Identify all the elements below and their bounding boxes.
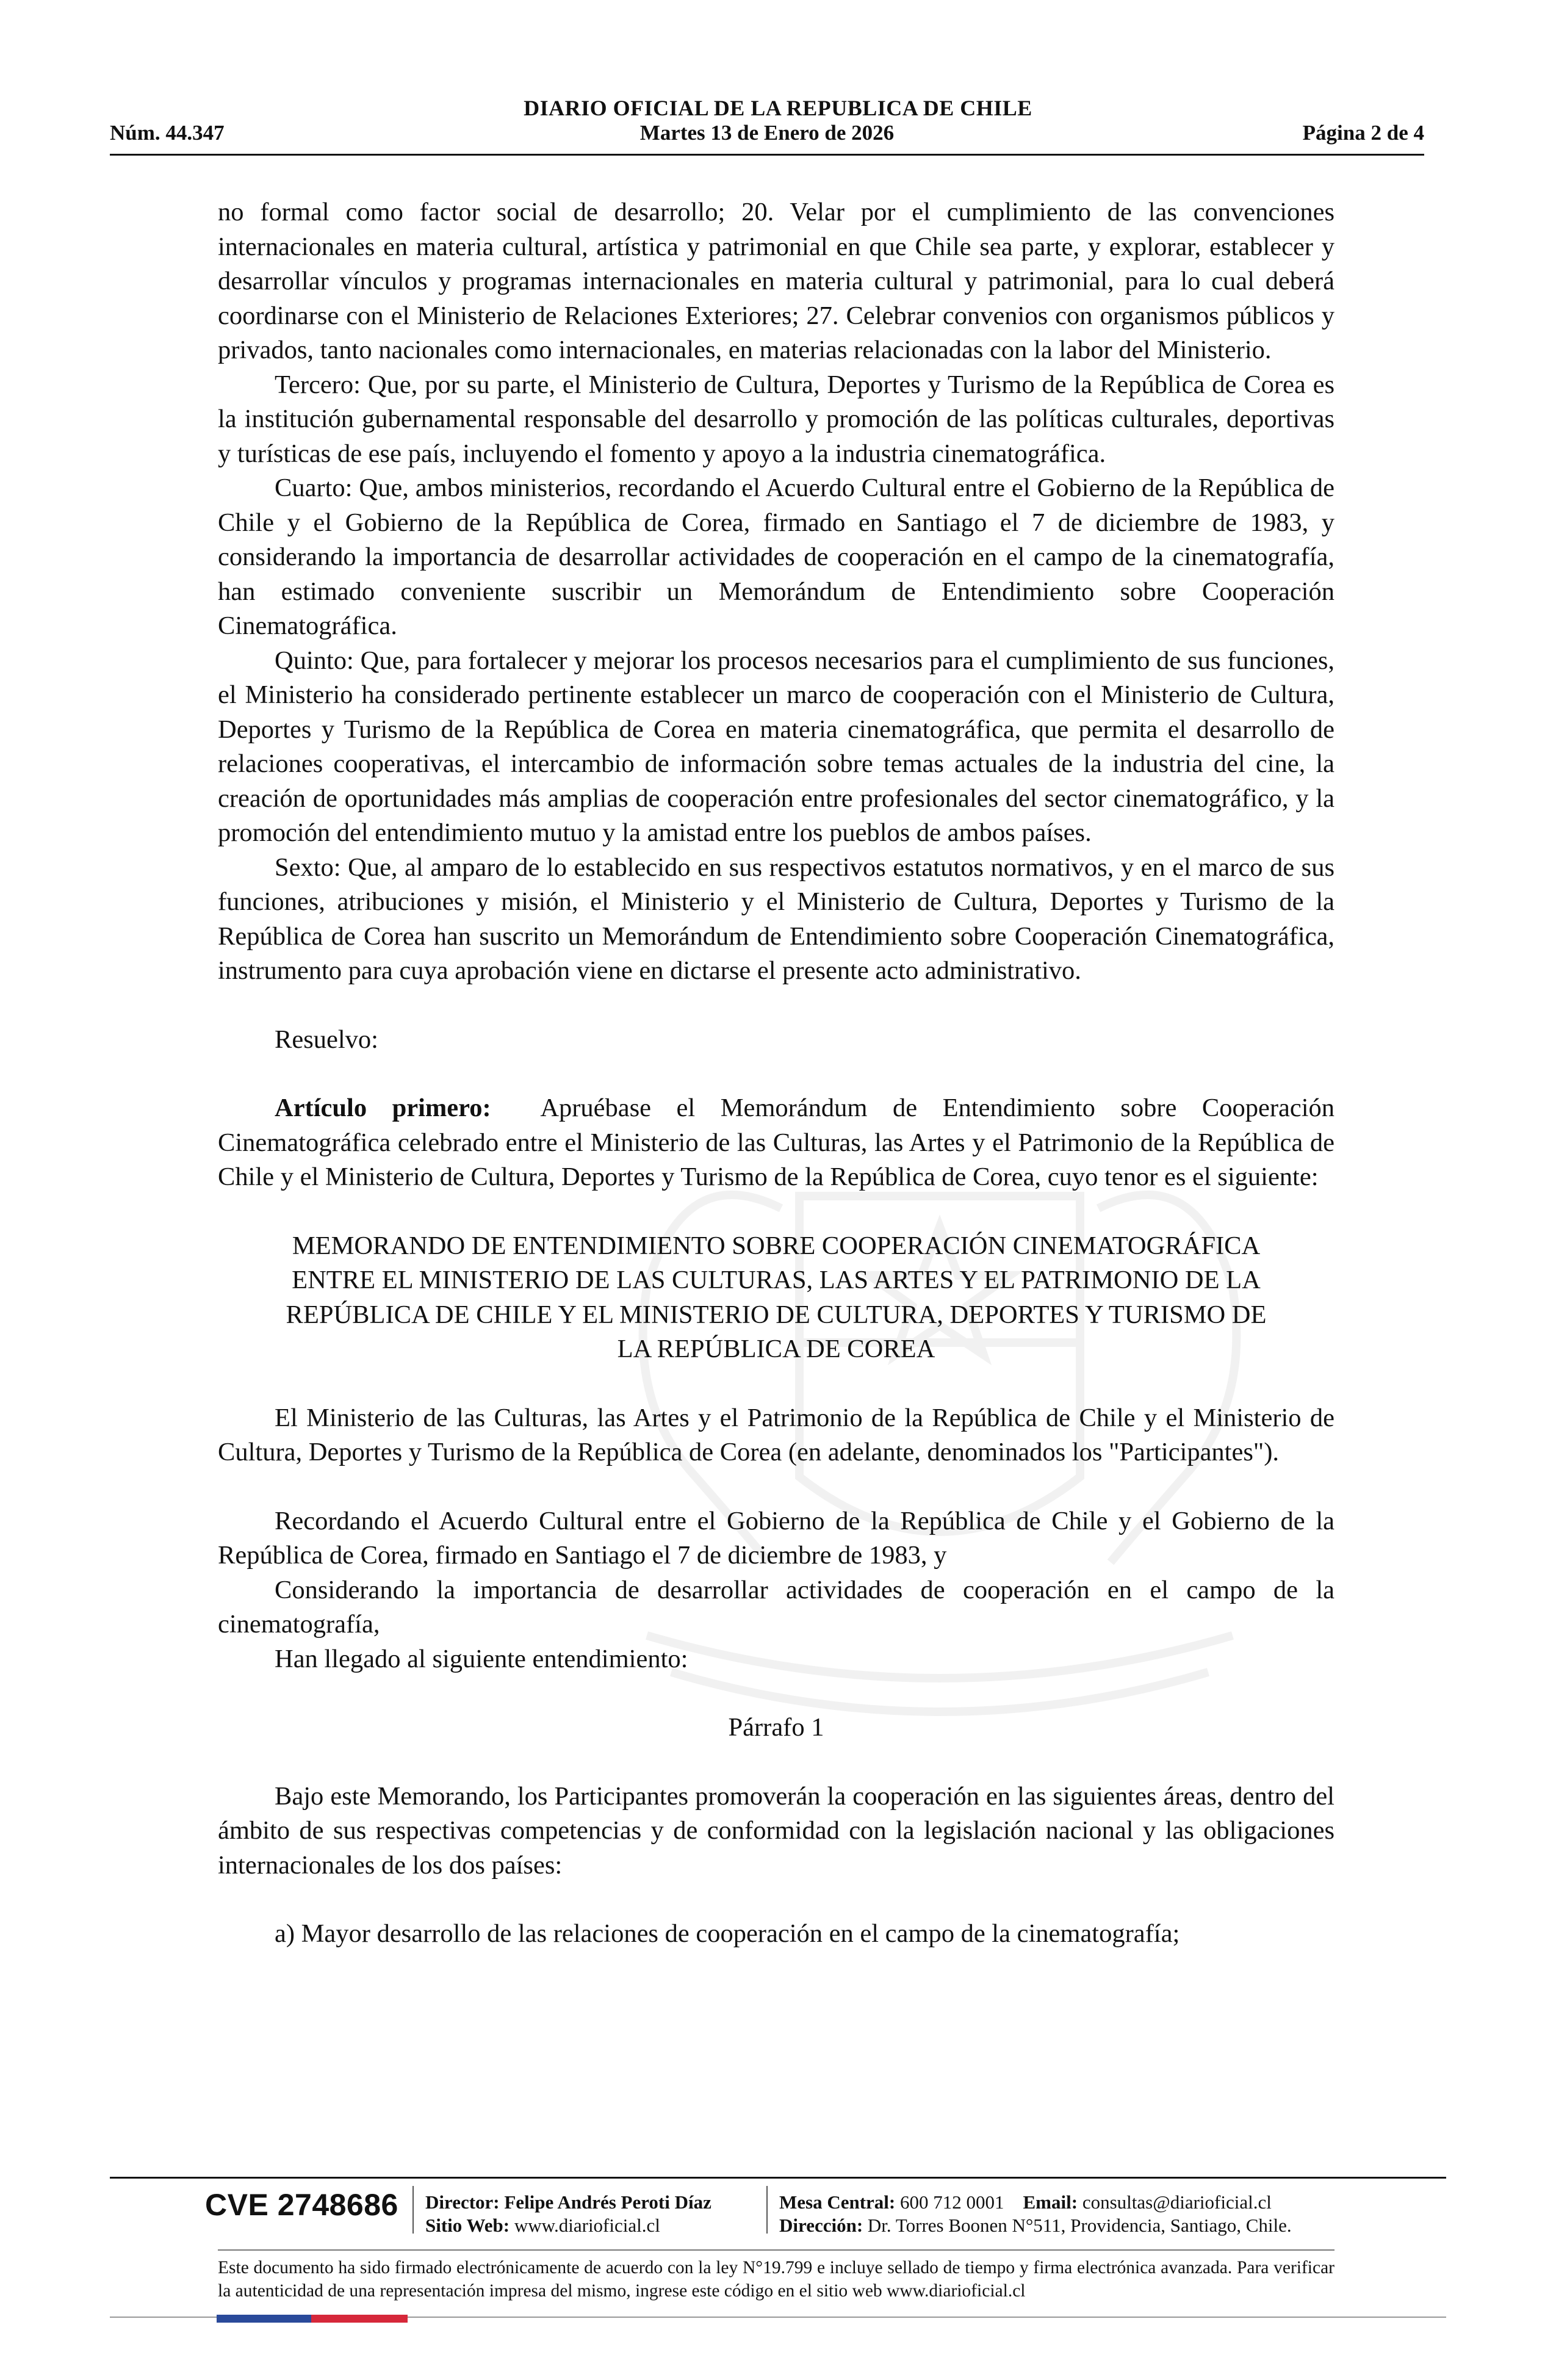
paragraph-tercero: Tercero: Que, por su parte, el Ministerio de Cultura, Deportes y Turismo de la República de Corea es la institución gubernamental responsable del desarrollo y promoción de las políticas culturales, deportivas y turísticas de ese país, incluyendo el fomento y apoyo a la industria cinematográfica.: [218, 370, 1334, 468]
resuelvo-heading: Resuelvo:: [275, 1025, 378, 1054]
paragraph: no formal como factor social de desarrollo; 20. Velar por el cumplimiento de las convenciones internacionales en materia cultural, artística y patrimonial en que Chile sea parte, y explorar, establecer y desarrollar vínculos y programas internacionales en materia cultural y patrimonial, para lo cual deberá coordinarse con el Ministerio de Relaciones Exteriores; 27. Celebrar convenios con organismos públicos y privados, tanto nacionales como internacionales, en materias relacionadas con la labor del Ministerio.: [218, 198, 1334, 364]
memo-title: [218, 1229, 1334, 1367]
website-link[interactable]: www.diarioficial.cl: [514, 2215, 660, 2236]
memo-title-line: REPÚBLICA DE CHILE Y EL MINISTERIO DE CULTURA, DEPORTES Y TURISMO DE: [286, 1300, 1267, 1329]
parrafo-heading: Párrafo 1: [728, 1713, 824, 1742]
article-text: Apruébase el Memorándum de Entendimiento sobre Cooperación Cinematográfica celebrado entre el Ministerio de las Culturas, las Artes y el Patrimonio de la República de Chile y el Ministerio de Cultura, Deportes y Turismo de la República de Corea, cuyo tenor es el siguiente:: [218, 1094, 1335, 1191]
flag-stripe-blue: [217, 2315, 311, 2323]
memo-paragraph-han-llegado: Han llegado al siguiente entendimiento:: [275, 1644, 688, 1673]
memo-paragraph-recordando: Recordando el Acuerdo Cultural entre el Gobierno de la República de Chile y el Gobierno de la República de Corea, firmado en Santiago el 7 de diciembre de 1983, y: [218, 1506, 1334, 1570]
legal-notice: Este documento ha sido firmado electrónicamente de acuerdo con la ley N°19.799 e incluye sellado de tiempo y firma electrónica avanzada. Para verificar la autenticidad de una representación impresa del mismo, ingrese este código en el sitio web www.diarioficial.cl: [218, 2258, 1334, 2301]
memo-title-line: MEMORANDO DE ENTENDIMIENTO SOBRE COOPERACIÓN CINEMATOGRÁFICA: [292, 1231, 1261, 1260]
mesa-label: Mesa Central:: [779, 2191, 896, 2213]
footer-inner-divider: [218, 2249, 1334, 2251]
footer-separator: [412, 2186, 414, 2234]
email-label: Email:: [1023, 2191, 1078, 2213]
footer-separator: [766, 2186, 768, 2234]
address-label: Dirección:: [779, 2215, 863, 2236]
article-primero: [218, 1091, 1334, 1195]
header-divider: [110, 154, 1424, 156]
director-label: Director:: [425, 2191, 500, 2213]
list-item-a: a) Mayor desarrollo de las relaciones de cooperación en el campo de la cinematografía;: [275, 1919, 1180, 1948]
address-value: Dr. Torres Boonen N°511, Providencia, Santiago, Chile.: [867, 2215, 1292, 2236]
issue-date: Martes 13 de Enero de 2026: [639, 121, 895, 145]
memo-title-line: LA REPÚBLICA DE COREA: [617, 1335, 935, 1363]
mesa-phone: 600 712 0001: [900, 2191, 1004, 2213]
page-number: Página 2 de 4: [1302, 121, 1424, 145]
director-name: Felipe Andrés Peroti Díaz: [504, 2191, 711, 2213]
footer-director-block: [425, 2191, 711, 2237]
footer-contact-block: [779, 2191, 1292, 2237]
memo-title-line: ENTRE EL MINISTERIO DE LAS CULTURAS, LAS ARTES Y EL PATRIMONIO DE LA: [292, 1266, 1261, 1294]
flag-stripe-red: [311, 2315, 408, 2323]
paragraph-sexto: Sexto: Que, al amparo de lo establecido en sus respectivos estatutos normativos, y en el marco de sus funciones, atribuciones y misión, el Ministerio y el Ministerio de Cultura, Deportes y Turismo de la República de Corea han suscrito un Memorándum de Entendimiento sobre Cooperación Cinematográfica, instrumento para cuya aprobación viene en dictarse el presente acto administrativo.: [218, 853, 1334, 985]
email-link[interactable]: consultas@diarioficial.cl: [1082, 2191, 1272, 2213]
paragraph-cuarto: Cuarto: Que, ambos ministerios, recordando el Acuerdo Cultural entre el Gobierno de la República de Chile y el Gobierno de la República de Corea, firmado en Santiago el 7 de diciembre de 1983, y considerando la importancia de desarrollar actividades de cooperación en el campo de la cinematografía, han estimado conveniente suscribir un Memorándum de Entendimiento sobre Cooperación Cinematográfica.: [218, 474, 1334, 640]
document-body: [218, 195, 1334, 1952]
website-label: Sitio Web:: [425, 2215, 510, 2236]
article-label: Artículo primero:: [275, 1094, 491, 1122]
journal-title: DIARIO OFICIAL DE LA REPUBLICA DE CHILE: [524, 96, 1032, 120]
memo-paragraph-considerando: Considerando la importancia de desarrollar actividades de cooperación en el campo de la cinematografía,: [218, 1575, 1334, 1639]
issue-number: Núm. 44.347: [110, 121, 225, 145]
memo-paragraph: El Ministerio de las Culturas, las Artes y el Patrimonio de la República de Chile y el Ministerio de Cultura, Deportes y Turismo de la República de Corea (en adelante, denominados los "Participantes").: [218, 1403, 1334, 1466]
memo-paragraph-bajo: Bajo este Memorando, los Participantes promoverán la cooperación en las siguientes áreas, dentro del ámbito de sus respectivas competencias y de conformidad con la legislación nacional y las obligaciones internacionales de los dos países:: [218, 1781, 1334, 1880]
header-row: [110, 121, 1424, 149]
footer-divider: [110, 2177, 1446, 2179]
paragraph-quinto: Quinto: Que, para fortalecer y mejorar los procesos necesarios para el cumplimiento de sus funciones, el Ministerio ha considerado pertinente establecer un marco de cooperación con el Ministerio de Cultura, Deportes y Turismo de la República de Corea en materia cinematográfica, que permita el desarrollo de relaciones cooperativas, el intercambio de información sobre temas actuales de la industria del cine, la creación de oportunidades más amplias de cooperación entre profesionales del sector cinematográfico, y la promoción del entendimiento mutuo y la amistad entre los pueblos de ambos países.: [218, 646, 1334, 847]
cve-code: CVE 2748686: [205, 2188, 398, 2222]
